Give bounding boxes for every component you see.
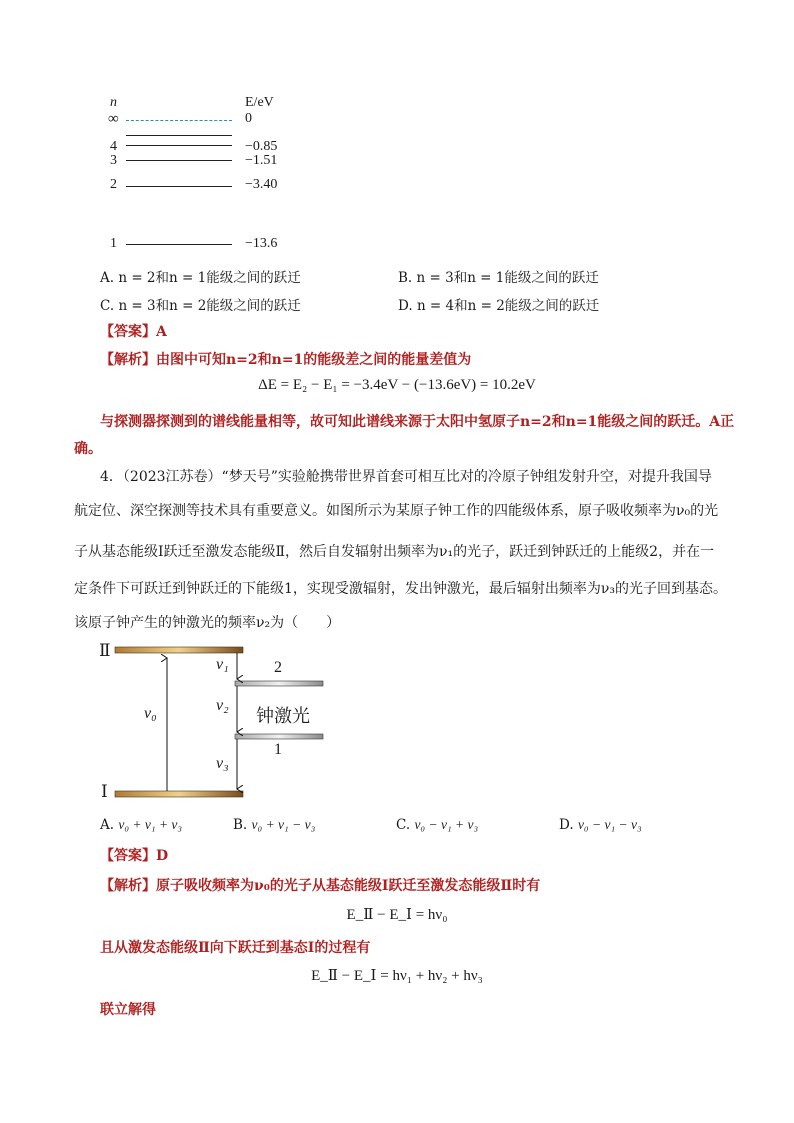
option-letter: B. [233, 817, 248, 833]
level-e-2: −3.40 [245, 177, 278, 192]
q4-option-c[interactable] [396, 817, 478, 833]
option-letter: B. [398, 270, 413, 286]
option-letter: A. [100, 270, 115, 286]
option-text: ν₀ + ν₁ − ν₃ [251, 817, 316, 832]
option-letter: A. [100, 817, 115, 833]
level-2-bar [235, 681, 323, 686]
option-text: n = 3和n = 2能级之间的跃迁 [118, 298, 301, 314]
q4-line3: 子从基态能级Ⅰ跃迁至激发态能级Ⅱ，然后自发辐射出频率为ν₁的光子，跃迁到钟跃迁的上能级2，并在一 [74, 544, 715, 560]
level-line-5 [126, 135, 232, 136]
option-text: ν₀ − ν₁ + ν₃ [414, 817, 479, 832]
level-e-inf: 0 [245, 111, 252, 126]
q3-equation: ΔE = E₂ − E₁ = −3.4eV − (−13.6eV) = 10.2eV [258, 377, 536, 393]
level-n-inf: ∞ [108, 111, 119, 127]
q4-option-b[interactable] [233, 817, 315, 833]
q3-option-b[interactable] [398, 266, 599, 286]
level-e-4: −0.85 [245, 139, 278, 154]
q4-answer: 【答案】D [100, 848, 169, 864]
q4-option-d[interactable] [559, 817, 642, 833]
q4-eq2: E_Ⅱ − E_Ⅰ = hν₁ + hν₂ + hν₃ [311, 968, 483, 984]
q3-conclusion-line2: 确。 [74, 441, 102, 457]
q4-line2: 航定位、深空探测等技术具有重要意义。如图所示为某原子钟工作的四能级体系，原子吸收频率为ν₀的光 [74, 503, 719, 519]
level-I-bar [115, 791, 243, 797]
option-letter: D. [398, 298, 413, 314]
level-line-inf [126, 120, 232, 121]
option-text: n = 2和n = 1能级之间的跃迁 [118, 270, 301, 286]
q4-analysis-2: 且从激发态能级Ⅱ向下跃迁到基态Ⅰ的过程有 [100, 940, 371, 956]
label-nu1: ν₁ [216, 656, 229, 673]
label-nu2: ν₂ [216, 697, 229, 714]
q3-option-d[interactable] [398, 294, 599, 314]
level-e-3: −1.51 [245, 153, 278, 168]
level-n-3: 3 [110, 153, 117, 168]
q4-line4: 定条件下可跃迁到钟跃迁的下能级1，实现受激辐射，发出钟激光，最后辐射出频率为ν₃的光子回到基态。 [74, 581, 728, 597]
level-n-2: 2 [110, 177, 117, 192]
n-axis-label: n [110, 95, 117, 110]
level-1-bar [235, 734, 323, 739]
level-n-4: 4 [110, 139, 117, 154]
option-letter: D. [559, 817, 574, 833]
level-line-2 [126, 186, 232, 187]
label-level-II: Ⅱ [99, 641, 111, 660]
label-clock-laser: 钟激光 [256, 706, 310, 727]
label-nu3: ν₃ [216, 755, 229, 772]
q3-analysis-intro: 【解析】由图中可知n=2和n=1的能级差之间的能量差值为 [100, 352, 472, 368]
level-line-3 [126, 160, 232, 161]
q3-answer: 【答案】A [100, 324, 167, 340]
label-level-2: 2 [274, 659, 282, 676]
q4-analysis-3: 联立解得 [100, 1002, 156, 1018]
option-letter: C. [100, 298, 115, 314]
label-level-I: Ⅰ [101, 782, 108, 801]
q3-option-c[interactable] [100, 294, 301, 314]
level-e-1: −13.6 [245, 236, 278, 251]
option-text: n = 3和n = 1能级之间的跃迁 [416, 270, 599, 286]
q4-eq1: E_Ⅱ − E_Ⅰ = hν₀ [346, 907, 448, 923]
level-II-bar [115, 647, 243, 653]
label-level-1: 1 [274, 741, 282, 758]
label-nu0: ν₀ [144, 705, 157, 722]
q4-line5: 该原子钟产生的钟激光的频率ν₂为（ ） [74, 615, 341, 631]
option-letter: C. [396, 817, 411, 833]
q4-line1: 4．（2023江苏卷）“梦天号”实验舱携带世界首套可相互比对的冷原子钟组发射升空，对提升我国导 [100, 469, 712, 485]
level-n-1: 1 [110, 236, 117, 251]
option-text: n = 4和n = 2能级之间的跃迁 [416, 298, 600, 314]
e-axis-label: E/eV [245, 95, 274, 110]
level-line-1 [126, 244, 232, 245]
q4-analysis-1: 【解析】原子吸收频率为ν₀的光子从基态能级Ⅰ跃迁至激发态能级Ⅱ时有 [100, 878, 541, 894]
q3-option-a[interactable] [100, 266, 301, 286]
option-text: ν₀ + ν₁ + ν₃ [118, 817, 183, 832]
level-line-4 [126, 145, 232, 146]
option-text: ν₀ − ν₁ − ν₃ [577, 817, 642, 832]
q3-conclusion-line1: 与探测器探测到的谱线能量相等，故可知此谱线来源于太阳中氢原子n=2和n=1能级之间的跃迁。A正 [100, 414, 735, 430]
q4-option-a[interactable] [100, 817, 182, 833]
